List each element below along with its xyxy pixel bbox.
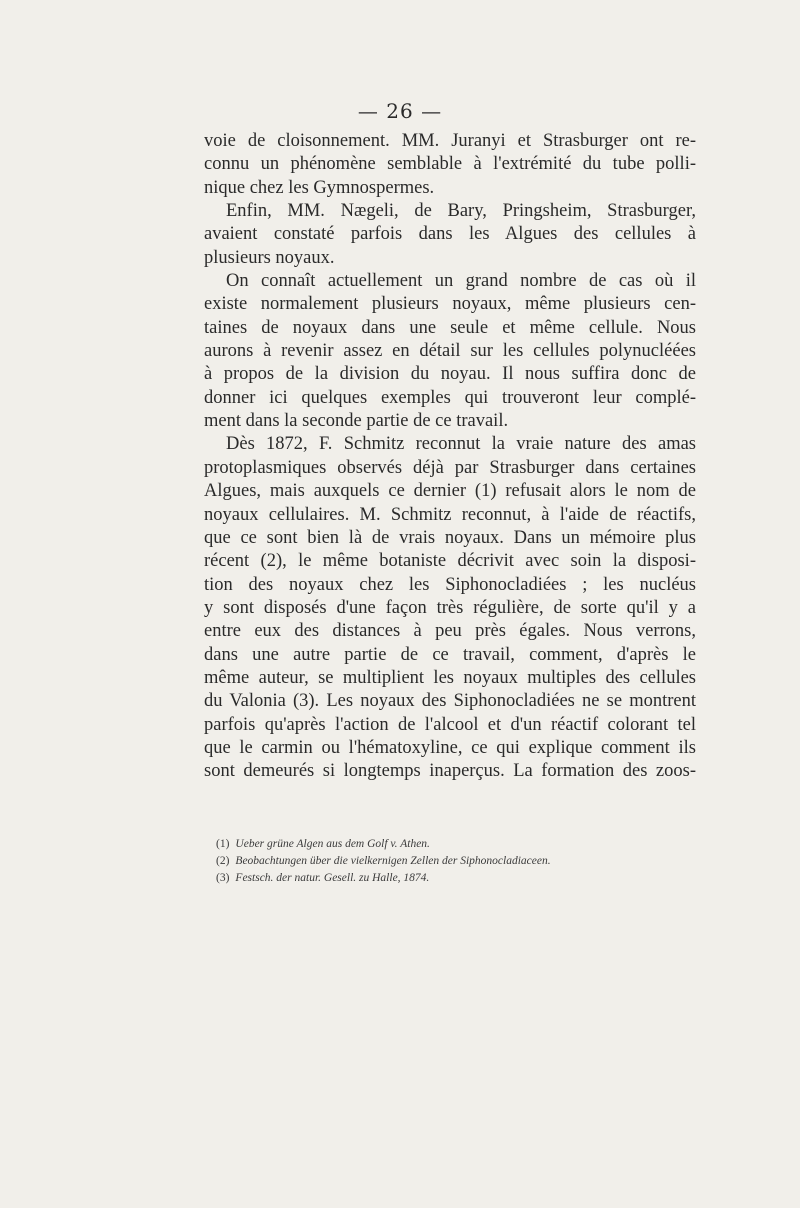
text-line: Dès 1872, F. Schmitz reconnut la vraie nature des amas <box>226 434 696 455</box>
text-line: ment dans la seconde partie de ce travail. <box>204 411 509 432</box>
text-line: récent (2), le même botaniste décrivit avec soin la disposi- <box>204 551 696 572</box>
text-line: On connaît actuellement un grand nombre de cas où il <box>226 271 696 292</box>
footnote <box>216 853 686 870</box>
text-line: tion des noyaux chez les Siphonocladiées ; les nucléus <box>204 574 696 595</box>
text-line: Enfin, MM. Nægeli, de Bary, Pringsheim, Strasburger, <box>226 201 696 222</box>
page-number: — 26 — <box>357 99 443 123</box>
footnote-text: Beobachtungen über die vielkernigen Zellen der Siphonocladiaceen. <box>235 855 551 867</box>
text-line: y sont disposés d'une façon très régulière, de sorte qu'il y a <box>204 597 696 618</box>
text-line: du Valonia (3). Les noyaux des Siphonocladiées ne se montrent <box>204 691 696 712</box>
text-line: parfois qu'après l'action de l'alcool et d'un réactif colorant tel <box>204 714 696 735</box>
text-line: Algues, mais auxquels ce dernier (1) refusait alors le nom de <box>204 481 696 502</box>
text-line: entre eux des distances à peu près égales. Nous verrons, <box>204 621 696 642</box>
footnote-number: (2) <box>216 855 230 867</box>
text-line: même auteur, se multiplient les noyaux multiples des cellules <box>204 667 696 688</box>
text-line: protoplasmiques observés déjà par Strasburger dans certaines <box>204 457 696 478</box>
text-line: voie de cloisonnement. MM. Juranyi et Strasburger ont re- <box>204 131 696 151</box>
footnote <box>216 836 686 853</box>
text-line: que ce sont bien là de vrais noyaux. Dans un mémoire plus <box>204 527 696 548</box>
text-line: connu un phénomène semblable à l'extrémité du tube polli- <box>204 154 696 175</box>
text-line: nique chez les Gymnospermes. <box>204 177 435 198</box>
text-line: existe normalement plusieurs noyaux, même plusieurs cen- <box>204 294 696 315</box>
footnote-text: Festsch. der natur. Gesell. zu Halle, 1874. <box>235 872 430 884</box>
text-line: dans une autre partie de ce travail, comment, d'après le <box>204 644 696 665</box>
body-text <box>204 130 696 784</box>
text-line: avaient constaté parfois dans les Algues des cellules à <box>204 224 696 245</box>
footnote-number: (3) <box>216 872 230 884</box>
footnotes <box>216 836 686 887</box>
text-line: aurons à revenir assez en détail sur les cellules polynucléées <box>204 341 696 362</box>
text-line: que le carmin ou l'hématoxyline, ce qui explique comment ils <box>204 737 696 758</box>
footnote-text: Ueber grüne Algen aus dem Golf v. Athen. <box>235 838 430 850</box>
text-line: sont demeurés si longtemps inaperçus. La formation des zoos- <box>204 761 696 782</box>
footnote <box>216 870 686 887</box>
text-line: à propos de la division du noyau. Il nous suffira donc de <box>204 364 696 385</box>
footnote-number: (1) <box>216 838 230 850</box>
text-line: noyaux cellulaires. M. Schmitz reconnut, à l'aide de réactifs, <box>204 504 696 525</box>
text-line: donner ici quelques exemples qui trouveront leur complé- <box>204 387 696 408</box>
text-line: plusieurs noyaux. <box>204 247 335 268</box>
text-line: taines de noyaux dans une seule et même cellule. Nous <box>204 317 696 338</box>
